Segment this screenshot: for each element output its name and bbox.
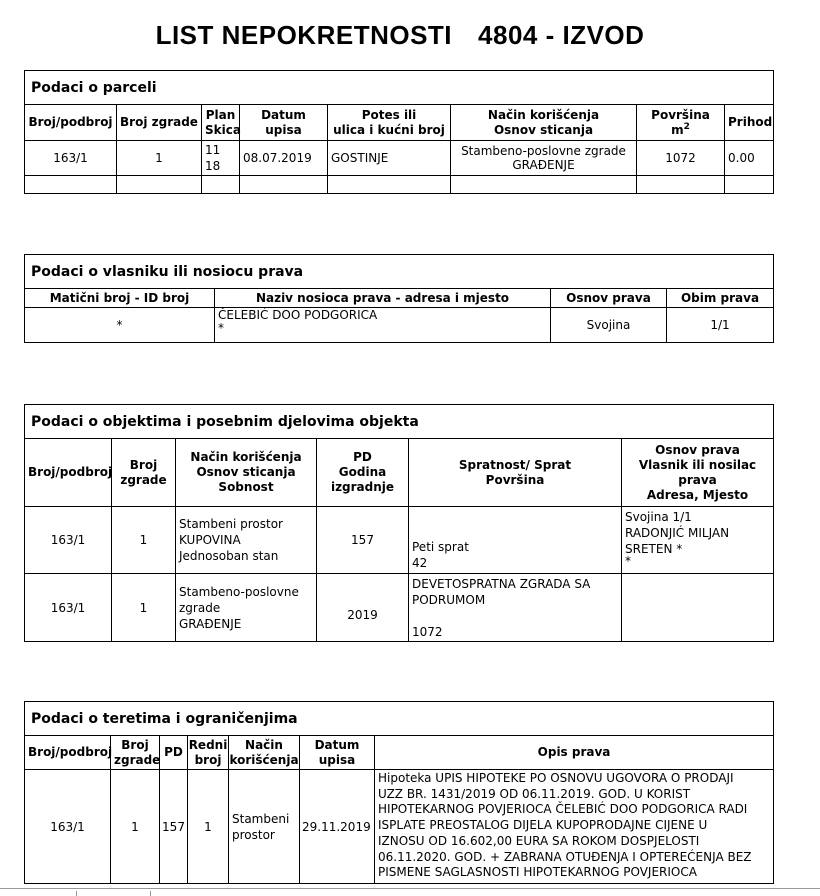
col-redni [188,736,229,770]
nacin-value-1: Stambeno-poslovne zgrade [461,144,626,158]
zgrada-h1: Broj [129,457,158,472]
nacin-line: GRAĐENJE [179,616,242,631]
cell-povrsina: 1072 [637,141,725,176]
col-plan-skica: Plan Skica [202,105,240,141]
vlasnik-header-row [25,289,774,308]
nacin-line: Stambeni prostor [179,517,283,531]
col-opis: Opis prava [375,736,774,770]
bottom-edge [0,888,820,895]
cell-datum: 29.11.2019 [300,770,375,884]
osnov-line: Svojina 1/1 [625,510,692,524]
redni-h1: Redni [188,737,228,752]
pd-h2: Godina [338,465,387,479]
opis-line: HIPOTEKARNOG POVJERIOCA ČELEBIĆ DOO PODGORICA RADI [378,802,748,817]
nacin-line: zgrade [179,600,221,615]
cell-nacin [229,770,300,884]
cell-datum: 08.07.2019 [240,141,328,176]
col-datum-upisa: Datum upisa [240,105,328,141]
osnov-h3: prava [678,472,717,487]
opis-line: IZNOSU OD 16.602,00 EURA SA ROKOM DOSPJELOSTI [378,833,700,848]
cell-osnov [622,507,774,574]
tereti-row [25,770,774,884]
plan-line-1: 11 [205,143,221,157]
cell-pd: 157 [317,507,409,574]
cell-zgrada: 1 [117,141,202,176]
cell-broj: 163/1 [25,507,112,574]
cell-nacin [176,574,317,642]
objekti-heading: Podaci o objektima i posebnim djelovima objekta [25,405,774,439]
osnov-h4: Adresa, Mjesto [646,487,749,502]
col-osnov-prava [622,439,774,507]
col-spratnost [409,439,622,507]
cell-spratnost [409,574,622,642]
nacin-h3: Sobnost [218,480,274,494]
osnov-line: RADONJIĆ MILJAN [625,526,730,540]
opis-line: Hipoteka UPIS HIPOTEKE PO OSNOVU UGOVORA O PRODAJI [378,771,734,785]
title-number: 4804 - IZVOD [478,20,645,50]
cell-osnov [622,574,774,642]
naziv-line-2: * [218,321,224,335]
osnov-h1: Osnov prava [655,442,740,457]
cell-broj: 163/1 [25,770,111,884]
potes-line-2: ulica i kućni broj [333,122,445,137]
potes-line-1: Potes ili [361,107,417,122]
col-broj-podbroj: Broj/podbroj [25,736,111,770]
objekti-section [24,404,773,642]
nacin-line: Stambeno-poslovne [179,584,299,599]
col-nacin [176,439,317,507]
cell-nacin [451,141,637,176]
col-broj-zgrade [111,736,160,770]
opis-line: ISPLATE PREOSTALOG DIJELA KUPOPRODAJNE CIJENE U [378,818,708,833]
col-nacin [451,105,637,141]
cell-zgrada: 1 [112,574,176,642]
cell-zgrada: 1 [112,507,176,574]
parcela-empty-row [25,176,774,194]
tereti-table [24,701,774,884]
col-maticni: Matični broj - ID broj [25,289,215,308]
col-broj-zgrade: Broj zgrade [117,105,202,141]
spratnost-h2: Površina [485,472,545,487]
spratnost-line: PODRUMOM [412,593,486,607]
vlasnik-row [25,308,774,343]
spratnost-line: DEVETOSPRATNA ZGRADA SA [412,577,591,591]
col-osnov: Osnov prava [551,289,667,308]
nacin-line: Stambeni [232,811,290,826]
cell-plan [202,141,240,176]
nacin-h1: Način korišćenja [190,450,302,464]
cell-osnov: Svojina [551,308,667,343]
cell-broj: 163/1 [25,141,117,176]
parcela-header-row [25,105,774,141]
vlasnik-table [24,254,774,343]
cell-broj: 163/1 [25,574,112,642]
nacin-line-1: Način korišćenja [487,107,600,122]
pd-h3: izgradnje [330,480,395,494]
col-povrsina [637,105,725,141]
table-row [25,507,774,574]
col-pd: PD [160,736,188,770]
col-prihod: Prihod [725,105,774,141]
redni-h2: broj [194,752,222,767]
cell-potes: GOSTINJE [328,141,451,176]
spratnost-line: Peti sprat [412,540,469,554]
osnov-line: SRETEN * [625,542,683,556]
col-obim: Obim prava [667,289,774,308]
objekti-header-row [25,439,774,507]
naziv-line-1: ČELEBIĆ DOO PODGORICA [218,308,378,322]
col-broj-podbroj: Broj/podbroj [25,105,117,141]
nacin-line: Jednosoban stan [179,549,279,563]
parcela-heading: Podaci o parceli [25,71,774,105]
col-pd [317,439,409,507]
cell-maticni: * [25,308,215,343]
zgrada-h1: Broj [121,737,149,752]
cell-naziv [215,308,551,343]
divider [76,891,77,896]
nacin-h2: Osnov sticanja [196,465,296,479]
table-row [25,574,774,642]
cell-nacin [176,507,317,574]
parcela-row [25,141,774,176]
cell-spratnost [409,507,622,574]
nacin-line: prostor [232,827,275,842]
cell-opis [375,770,774,884]
divider [150,891,151,896]
objekti-table [24,404,774,642]
cell-prihod: 0.00 [725,141,774,176]
opis-line: UZZ BR. 1431/2019 OD 06.11.2019. GOD. U KORIST [378,786,691,801]
osnov-h2: Vlasnik ili nosilac [638,457,757,472]
povrsina-sup: 2 [683,121,690,132]
col-naziv: Naziv nosioca prava - adresa i mjesto [215,289,551,308]
parcela-table [24,70,774,194]
tereti-heading: Podaci o teretima i ograničenjima [25,702,774,736]
col-broj-zgrade [112,439,176,507]
page-title [0,20,800,51]
nacin-line-2: Osnov sticanja [493,122,594,137]
title-main: LIST NEPOKRETNOSTI [155,20,453,50]
nacin-h1: Način [245,737,283,752]
col-potes [328,105,451,141]
spratnost-line: 1072 [412,625,443,639]
nacin-value-2: GRAĐENJE [512,158,575,172]
cell-pd: 157 [160,770,188,884]
col-datum [300,736,375,770]
vlasnik-heading: Podaci o vlasniku ili nosiocu prava [25,255,774,289]
spratnost-line: 42 [412,556,428,570]
vlasnik-section [24,254,773,343]
zgrada-h2: zgrade [120,472,167,487]
col-nacin [229,736,300,770]
tereti-section [24,701,773,884]
parcela-section [24,70,773,194]
nacin-line: KUPOVINA [179,533,241,547]
nacin-h2: korišćenja [229,752,299,767]
opis-line: 06.11.2020. GOD. + ZABRANA OTUĐENJA I OPTEREĆENJA BEZ [378,849,752,864]
plan-line-2: 18 [205,159,221,173]
datum-h1: Datum [314,737,360,752]
spratnost-h1: Spratnost/ Sprat [458,457,572,472]
cell-zgrada: 1 [111,770,160,884]
cell-redni: 1 [188,770,229,884]
datum-h2: upisa [318,752,356,767]
osnov-line: * [625,554,631,568]
cell-obim: 1/1 [667,308,774,343]
povrsina-label: Površina m [651,107,710,137]
pd-h1: PD [353,450,372,464]
col-broj-podbroj: Broj/podbroj [25,439,112,507]
cell-pd: 2019 [317,574,409,642]
zgrada-h2: zgrade [114,752,161,767]
opis-line: PISMENE SAGLASNOSTI HIPOTEKARNOG POVJERIOCA [378,865,697,880]
tereti-header-row [25,736,774,770]
